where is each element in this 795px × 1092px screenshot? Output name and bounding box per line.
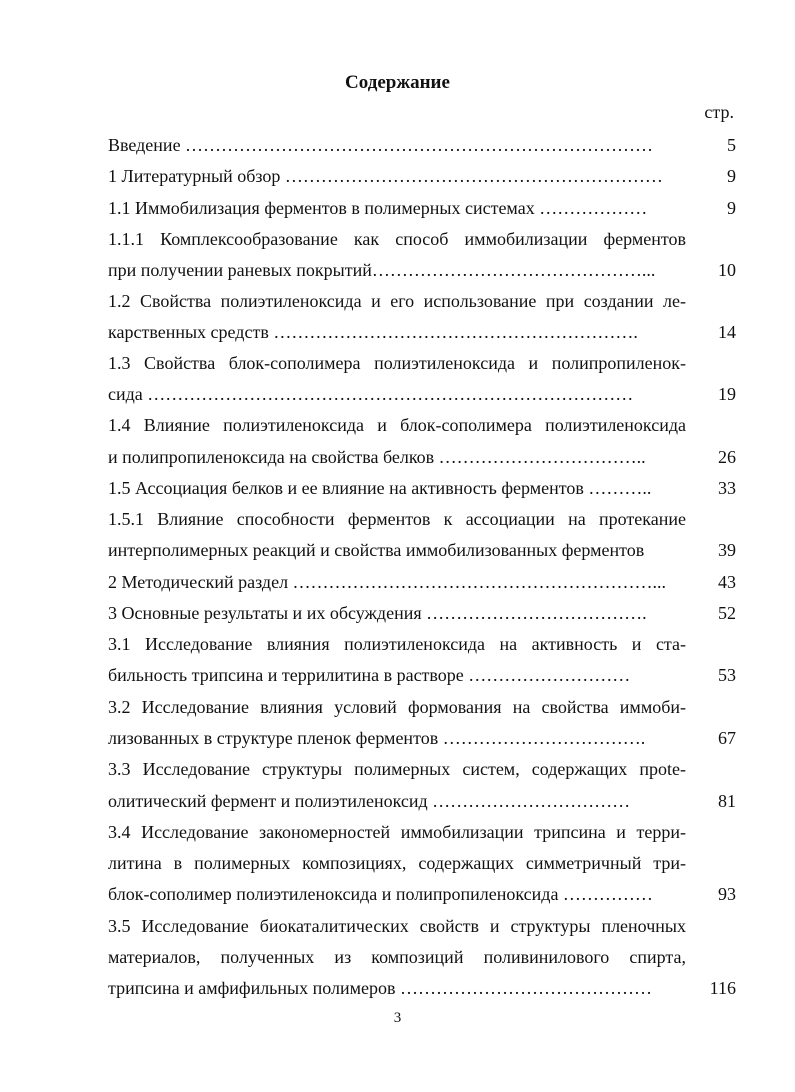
- toc-entry-line: 3.2 Исследование влияния условий формования на свойства иммоби-: [108, 697, 686, 717]
- toc-entry-line: и полипропиленоксида на свойства белков ……………………………..: [108, 447, 646, 467]
- toc-entry-line: 1.2 Свойства полиэтиленоксида и его использование при создании ле-: [108, 291, 686, 311]
- toc-entry-page: 52: [718, 603, 736, 623]
- toc-entry-page: 10: [718, 260, 736, 280]
- toc-entry-line: 1.3 Свойства блок-сополимера полиэтиленоксида и полипропиленок-: [108, 353, 686, 373]
- toc-entry-page: 53: [718, 665, 736, 685]
- toc-entry-page: 81: [718, 791, 736, 811]
- toc-entry-line: литина в полимерных композициях, содержащих симметричный три-: [108, 853, 686, 873]
- toc-entry-line: материалов, полученных из композиций поливинилового спирта,: [108, 947, 686, 967]
- toc-entry-page: 9: [727, 166, 736, 186]
- toc-entry-line: 1.5.1 Влияние способности ферментов к ассоциации на протекание: [108, 509, 686, 529]
- toc-entry-line: 3.4 Исследование закономерностей иммобилизации трипсина и терри-: [108, 822, 686, 842]
- toc-entry-page: 33: [718, 478, 736, 498]
- toc-entry-line: бильность трипсина и террилитина в растворе ………………………: [108, 665, 631, 685]
- toc-entry-line: 3.5 Исследование биокаталитических свойств и структуры пленочных: [108, 916, 686, 936]
- toc-entry-page: 26: [718, 447, 736, 467]
- toc-entry-line: сида ………………………………………………………………………: [108, 384, 634, 404]
- page-number: 3: [393, 1010, 402, 1026]
- toc-entry-line: 3 Основные результаты и их обсуждения ……………………………….: [108, 603, 647, 623]
- toc-entry-line: 1 Литературный обзор ………………………………………………………: [108, 166, 663, 186]
- toc-entry-page: 67: [718, 728, 736, 748]
- toc-entry-line: при получении раневых покрытий………………………………………...: [108, 260, 656, 280]
- toc-entry-line: 2 Методический раздел ……………………………………………………...: [108, 572, 667, 592]
- toc-entry-page: 14: [718, 322, 736, 342]
- toc-entry-line: 1.1 Иммобилизация ферментов в полимерных системах ………………: [108, 198, 648, 218]
- toc-entry-page: 43: [718, 572, 736, 592]
- toc-entry-line: Введение ……………………………………………………………………: [108, 135, 654, 155]
- pages-column-header: стр.: [704, 102, 734, 122]
- toc-entry-line: 3.1 Исследование влияния полиэтиленоксида на активность и ста-: [108, 634, 686, 654]
- toc-entry-line: олитический фермент и полиэтиленоксид ……………………………: [108, 791, 631, 811]
- toc-entry-line: 3.3 Исследование структуры полимерных систем, содержащих прote-: [108, 759, 686, 779]
- toc-entry-line: 1.5 Ассоциация белков и ее влияние на активность ферментов ………..: [108, 478, 652, 498]
- toc-entry-line: 1.4 Влияние полиэтиленоксида и блок-сополимера полиэтиленоксида: [108, 415, 686, 435]
- toc-entry-page: 93: [718, 884, 736, 904]
- toc-entry-page: 39: [718, 540, 736, 560]
- toc-entry-line: карственных средств …………………………………………………….: [108, 322, 638, 342]
- toc-entry-page: 19: [718, 384, 736, 404]
- toc-entry-line: блок-сополимер полиэтиленоксида и полипропиленоксида ……………: [108, 884, 653, 904]
- toc-entry-line: трипсина и амфифильных полимеров ……………………………………: [108, 978, 653, 998]
- toc-entry-page: 116: [709, 978, 736, 998]
- toc-entry-line: интерполимерных реакций и свойства иммобилизованных ферментов: [108, 540, 645, 560]
- toc-entry-page: 5: [727, 135, 736, 155]
- toc-entry-line: 1.1.1 Комплексообразование как способ иммобилизации ферментов: [108, 229, 686, 249]
- toc-entry-line: лизованных в структуре пленок ферментов …………………………….: [108, 728, 646, 748]
- toc-entry-page: 9: [727, 198, 736, 218]
- page-title: Содержание: [345, 72, 450, 93]
